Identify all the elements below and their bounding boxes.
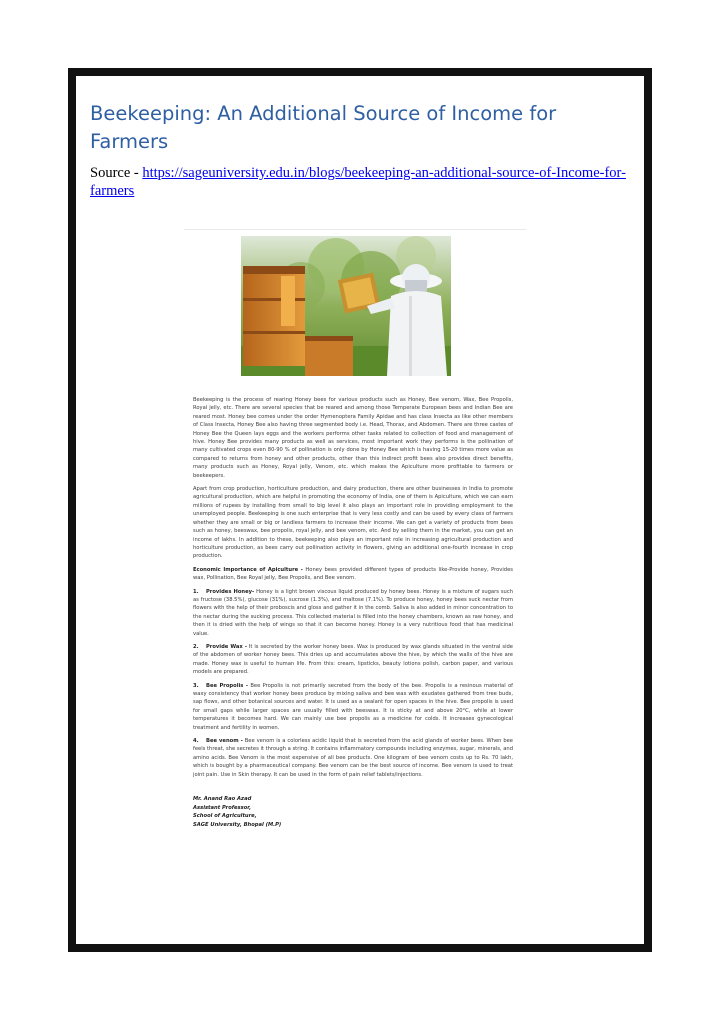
list-item <box>193 643 513 677</box>
author-school: School of Agriculture, <box>193 813 257 820</box>
source-line <box>90 164 642 200</box>
list-item <box>193 737 513 779</box>
list-item-heading: Bee venom - <box>206 738 243 745</box>
beekeeper-photo-icon <box>241 236 451 376</box>
author-title: Assistant Professor, <box>193 804 252 811</box>
list-item-text: It is secreted by the worker honey bees. Wax is produced by wax glands situated in the ventral side of the abdomen of worker honey bees. This dries up and accumulates above the hive, by which the walls of the hive are made. Honey wax is useful to human life. From this: cream, lipsticks, beauty lotions polish, carbon paper, and various models are prepared. <box>193 643 513 676</box>
article-body <box>193 396 513 829</box>
list-item-heading: Provide Wax - <box>206 643 247 650</box>
list-item-text: Bee Propolis is not primarily secreted from the body of the bee. Propolis is a resinous material of waxy consistency that worker honey bees produce by mixing saliva and bee wax with exudates gathered from tree buds, sap flows, and other botanical sources and water. It is used as a sealant for open spaces in the hive. Bee propolis is used for small gaps while larger spaces are usually filled with beeswax. It is sticky at and above 20°C, while at lower temperatures it becomes hard. We can mainly use bee propolis as a medicine for colds. It increases gynecological treatment and fertility in women. <box>193 682 513 731</box>
source-link[interactable]: https://sageuniversity.edu.in/blogs/beekeeping-an-additional-source-of-Income-for-farmers <box>90 165 626 199</box>
economic-importance-text: Honey bees provided different types of products like-Provide honey, Provides wax, Pollination, Bee Royal jelly, Bee Propolis, and Bee venom. <box>193 566 513 582</box>
economic-importance-paragraph <box>193 566 513 583</box>
list-item-number: 2. <box>193 643 199 650</box>
list-item-text: Honey is a light brown viscous liquid produced by honey bees. Honey is a mixture of sugars such as fructose (38.5%), glucose (31%), sucrose (1.3%), and maltose (7.1%). To produce honey, honey bees suck nectar from flowers with the help of their proboscis and gloss and gather it in the comb. Saliva is also added in minor concentration to the nectar during the sucking process. This collected material is filled into the honey chambers, known as raw honey, and then it is dried with the help of wings so that it can become honey. Honey is a very nutritious food that has medicinal value. <box>193 588 513 637</box>
scan-divider <box>184 229 526 230</box>
author-university: SAGE University, Bhopal (M.P) <box>193 821 282 828</box>
list-item-number: 4. <box>193 738 199 745</box>
page-title: Beekeeping: An Additional Source of Income for Farmers <box>90 102 557 153</box>
list-item <box>193 588 513 638</box>
list-item-number: 1. <box>193 588 199 595</box>
economic-importance-heading: Economic Importance of Apiculture - <box>193 566 303 573</box>
author-name: Mr. Anand Rao Azad <box>193 796 252 803</box>
article-intro: Beekeeping is the process of rearing Honey bees for various products such as Honey, Bee venom, Wax, Bee Propolis, Royal jelly, etc. There are several species that be reared and among those Temperate European bees and Indian Bee are reared most. Honey bee comes under the order Hymenoptera Family Apidae and has class Insecta as like other members of Class Insecta, Honey Bee also having three segmented body i.e. Head, Thorax, and Abdomen. There are three castes of Honey Bee the Queen lays eggs and the workers performs other tasks related to collection of food and management of hive. Honey Bee provides many products as well as services, most important work they performs is the pollination of many cultivated crops even 80-90 % of pollination is only done by Honey Bee which is having 15-20 times more value as compared to returns from honey and other products, other than this indirect profit bees also provides direct benefits, many products such as Honey, Royal jelly, Venom, etc. which makes the Apiculture more profitable to farmers or beekeepers. <box>193 397 513 479</box>
author-signature <box>193 795 513 829</box>
beekeeper-photo <box>241 236 451 376</box>
list-item-text: Bee venom is a colorless acidic liquid that is secreted from the acid glands of worker bees. When bee feels threat, she secretes it through a string. It contains inflammatory compounds including enzymes, sugar, minerals, and amino acids. Bee Venom is the most expensive of all bee products. One kilogram of bee venom costs up to Rs. 70 lakh, which is bought by a pharmaceutical company. Bee venom can be the best source of income. Bee venom is used to treat joint pain. Use in Skin therapy. It can be used in the form of pain relief tablets/injections. <box>193 738 513 778</box>
list-item-heading: Bee Propolis - <box>206 682 248 689</box>
list-item-number: 3. <box>193 682 199 689</box>
article-paragraph-2: Apart from crop production, horticulture production, and dairy production, there are other businesses in India to promote agricultural production, which are helpful in promoting the economy of India, one of them is Apiculture, which we can earn millions of rupees by installing from small to big level it also plays an important role in providing employment to the unemployed people. Beekeeping is one such enterprise that is very less costly and can be used by every class of farmers whether they are small or big or landless farmers to increase their income. We can get a variety of products from bees such as honey, beeswax, bee propolis, royal jelly, and bee venom, etc. And by selling them in the market, you can get an income of lakhs. In addition to these, beekeeping also plays an important role in increasing agricultural production and horticulture production, as bees carry out pollination activity in flowers, giving an additional one-fourth increase in crop production. <box>193 486 513 560</box>
source-label: Source - <box>90 165 143 181</box>
list-item-heading: Provides Honey- <box>206 588 255 595</box>
list-item <box>193 682 513 732</box>
